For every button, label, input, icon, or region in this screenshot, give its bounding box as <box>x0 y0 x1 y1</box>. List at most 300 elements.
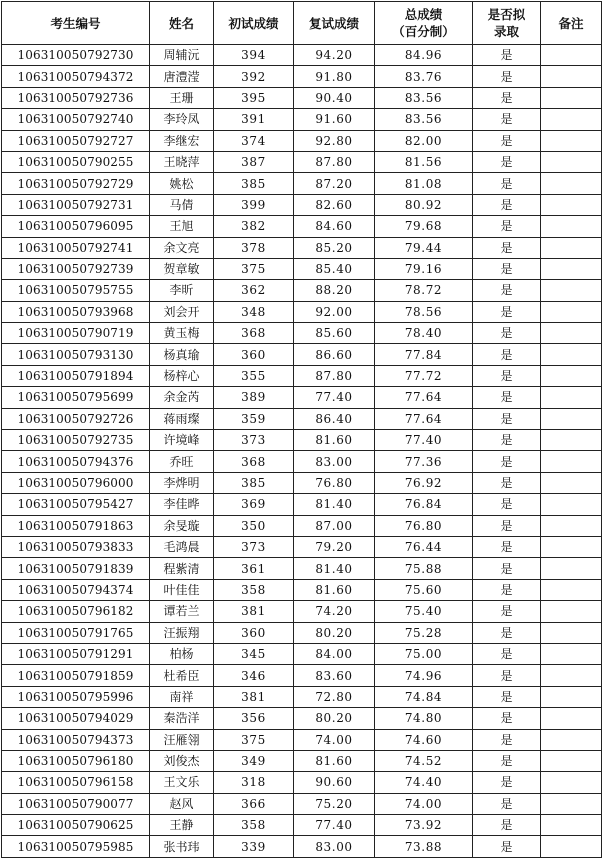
cell-name: 王文乐 <box>150 772 214 793</box>
cell-name: 叶佳佳 <box>150 579 214 600</box>
cell-candidate-id: 106310050793968 <box>2 301 150 322</box>
cell-initial-score: 382 <box>214 216 294 237</box>
cell-candidate-id: 106310050795755 <box>2 280 150 301</box>
cell-total-score: 79.68 <box>375 216 473 237</box>
cell-name: 刘会开 <box>150 301 214 322</box>
cell-note <box>541 515 602 536</box>
cell-name: 李佳晔 <box>150 494 214 515</box>
header-name: 姓名 <box>150 2 214 45</box>
cell-initial-score: 348 <box>214 301 294 322</box>
cell-candidate-id: 106310050790077 <box>2 793 150 814</box>
cell-admission: 是 <box>473 194 541 215</box>
cell-candidate-id: 106310050792735 <box>2 430 150 451</box>
header-candidate-id: 考生编号 <box>2 2 150 45</box>
table-row <box>2 686 602 707</box>
cell-total-score: 74.96 <box>375 665 473 686</box>
cell-name: 赵风 <box>150 793 214 814</box>
header-total-score-line1: 总成绩 <box>404 7 443 22</box>
cell-candidate-id: 106310050796158 <box>2 772 150 793</box>
cell-admission: 是 <box>473 87 541 108</box>
cell-candidate-id: 106310050796182 <box>2 601 150 622</box>
cell-retest-score: 87.20 <box>294 173 375 194</box>
cell-note <box>541 558 602 579</box>
cell-name: 余文亮 <box>150 237 214 258</box>
cell-retest-score: 91.80 <box>294 66 375 87</box>
cell-name: 贺章敏 <box>150 258 214 279</box>
cell-total-score: 75.28 <box>375 622 473 643</box>
cell-total-score: 77.72 <box>375 365 473 386</box>
cell-candidate-id: 106310050792736 <box>2 87 150 108</box>
cell-candidate-id: 106310050790719 <box>2 323 150 344</box>
cell-candidate-id: 106310050795427 <box>2 494 150 515</box>
cell-total-score: 81.56 <box>375 151 473 172</box>
cell-total-score: 77.40 <box>375 430 473 451</box>
cell-retest-score: 80.20 <box>294 622 375 643</box>
cell-note <box>541 408 602 429</box>
cell-admission: 是 <box>473 708 541 729</box>
cell-note <box>541 729 602 750</box>
cell-retest-score: 90.40 <box>294 87 375 108</box>
cell-admission: 是 <box>473 772 541 793</box>
cell-retest-score: 81.40 <box>294 494 375 515</box>
table-row <box>2 430 602 451</box>
cell-total-score: 76.92 <box>375 472 473 493</box>
cell-initial-score: 389 <box>214 387 294 408</box>
cell-name: 许境峰 <box>150 430 214 451</box>
cell-initial-score: 345 <box>214 643 294 664</box>
table-row <box>2 66 602 87</box>
cell-total-score: 80.92 <box>375 194 473 215</box>
cell-total-score: 77.64 <box>375 408 473 429</box>
cell-initial-score: 358 <box>214 579 294 600</box>
cell-admission: 是 <box>473 323 541 344</box>
cell-note <box>541 130 602 151</box>
cell-note <box>541 365 602 386</box>
cell-candidate-id: 106310050794373 <box>2 729 150 750</box>
cell-total-score: 76.80 <box>375 515 473 536</box>
cell-retest-score: 76.80 <box>294 472 375 493</box>
table-row <box>2 601 602 622</box>
cell-initial-score: 385 <box>214 173 294 194</box>
cell-retest-score: 85.40 <box>294 258 375 279</box>
cell-candidate-id: 106310050796095 <box>2 216 150 237</box>
cell-retest-score: 81.40 <box>294 558 375 579</box>
cell-total-score: 74.60 <box>375 729 473 750</box>
cell-initial-score: 381 <box>214 601 294 622</box>
table-row <box>2 750 602 771</box>
cell-retest-score: 87.00 <box>294 515 375 536</box>
cell-total-score: 74.00 <box>375 793 473 814</box>
cell-retest-score: 85.60 <box>294 323 375 344</box>
cell-total-score: 83.56 <box>375 87 473 108</box>
cell-note <box>541 536 602 557</box>
cell-candidate-id: 106310050791863 <box>2 515 150 536</box>
cell-admission: 是 <box>473 430 541 451</box>
cell-candidate-id: 106310050792729 <box>2 173 150 194</box>
cell-retest-score: 81.60 <box>294 750 375 771</box>
cell-initial-score: 369 <box>214 494 294 515</box>
table-row <box>2 45 602 66</box>
cell-admission: 是 <box>473 344 541 365</box>
cell-name: 杜希臣 <box>150 665 214 686</box>
cell-admission: 是 <box>473 387 541 408</box>
cell-name: 李昕 <box>150 280 214 301</box>
table-row <box>2 151 602 172</box>
cell-candidate-id: 106310050792731 <box>2 194 150 215</box>
table-row <box>2 622 602 643</box>
table-row <box>2 494 602 515</box>
cell-candidate-id: 106310050795699 <box>2 387 150 408</box>
table-body <box>2 45 602 858</box>
cell-admission: 是 <box>473 836 541 857</box>
cell-total-score: 77.64 <box>375 387 473 408</box>
header-admission-line2: 录取 <box>493 24 519 39</box>
cell-note <box>541 387 602 408</box>
cell-note <box>541 579 602 600</box>
cell-retest-score: 84.60 <box>294 216 375 237</box>
cell-total-score: 74.52 <box>375 750 473 771</box>
cell-retest-score: 91.60 <box>294 109 375 130</box>
cell-retest-score: 74.20 <box>294 601 375 622</box>
cell-candidate-id: 106310050794029 <box>2 708 150 729</box>
cell-admission: 是 <box>473 301 541 322</box>
cell-retest-score: 90.60 <box>294 772 375 793</box>
cell-note <box>541 173 602 194</box>
cell-note <box>541 750 602 771</box>
cell-note <box>541 836 602 857</box>
cell-candidate-id: 106310050792741 <box>2 237 150 258</box>
cell-admission: 是 <box>473 665 541 686</box>
table-row <box>2 130 602 151</box>
table-row <box>2 772 602 793</box>
cell-admission: 是 <box>473 151 541 172</box>
table-row <box>2 643 602 664</box>
cell-candidate-id: 106310050796000 <box>2 472 150 493</box>
cell-initial-score: 395 <box>214 87 294 108</box>
table-row <box>2 515 602 536</box>
cell-name: 王旭 <box>150 216 214 237</box>
cell-name: 柏杨 <box>150 643 214 664</box>
cell-admission: 是 <box>473 472 541 493</box>
cell-name: 王珊 <box>150 87 214 108</box>
cell-retest-score: 88.20 <box>294 280 375 301</box>
cell-candidate-id: 106310050791859 <box>2 665 150 686</box>
cell-note <box>541 451 602 472</box>
cell-initial-score: 391 <box>214 109 294 130</box>
cell-note <box>541 194 602 215</box>
cell-note <box>541 601 602 622</box>
cell-total-score: 78.72 <box>375 280 473 301</box>
cell-retest-score: 83.00 <box>294 836 375 857</box>
header-admission <box>473 2 541 45</box>
cell-note <box>541 665 602 686</box>
cell-name: 姚松 <box>150 173 214 194</box>
cell-name: 刘俊杰 <box>150 750 214 771</box>
table-row <box>2 579 602 600</box>
cell-name: 唐澧滢 <box>150 66 214 87</box>
cell-initial-score: 358 <box>214 815 294 836</box>
table-row <box>2 408 602 429</box>
cell-initial-score: 375 <box>214 258 294 279</box>
cell-initial-score: 374 <box>214 130 294 151</box>
cell-initial-score: 375 <box>214 729 294 750</box>
cell-name: 黄玉梅 <box>150 323 214 344</box>
cell-candidate-id: 106310050794376 <box>2 451 150 472</box>
cell-retest-score: 92.00 <box>294 301 375 322</box>
cell-initial-score: 373 <box>214 430 294 451</box>
cell-total-score: 84.96 <box>375 45 473 66</box>
cell-total-score: 75.88 <box>375 558 473 579</box>
cell-retest-score: 82.60 <box>294 194 375 215</box>
cell-name: 程紫清 <box>150 558 214 579</box>
cell-initial-score: 361 <box>214 558 294 579</box>
cell-candidate-id: 106310050794374 <box>2 579 150 600</box>
cell-note <box>541 686 602 707</box>
cell-retest-score: 85.20 <box>294 237 375 258</box>
header-row <box>2 2 602 45</box>
cell-initial-score: 394 <box>214 45 294 66</box>
cell-candidate-id: 106310050792730 <box>2 45 150 66</box>
cell-candidate-id: 106310050791291 <box>2 643 150 664</box>
table-row <box>2 815 602 836</box>
cell-admission: 是 <box>473 793 541 814</box>
cell-note <box>541 708 602 729</box>
cell-candidate-id: 106310050795996 <box>2 686 150 707</box>
cell-retest-score: 74.00 <box>294 729 375 750</box>
cell-initial-score: 318 <box>214 772 294 793</box>
cell-retest-score: 77.40 <box>294 387 375 408</box>
cell-note <box>541 237 602 258</box>
cell-note <box>541 280 602 301</box>
cell-total-score: 73.92 <box>375 815 473 836</box>
cell-total-score: 76.44 <box>375 536 473 557</box>
cell-name: 蒋雨璨 <box>150 408 214 429</box>
cell-note <box>541 622 602 643</box>
cell-admission: 是 <box>473 173 541 194</box>
cell-note <box>541 258 602 279</box>
header-initial-score: 初试成绩 <box>214 2 294 45</box>
cell-initial-score: 392 <box>214 66 294 87</box>
cell-note <box>541 793 602 814</box>
cell-retest-score: 81.60 <box>294 579 375 600</box>
cell-name: 李继宏 <box>150 130 214 151</box>
table-row <box>2 665 602 686</box>
cell-admission: 是 <box>473 237 541 258</box>
cell-candidate-id: 106310050792726 <box>2 408 150 429</box>
cell-total-score: 74.84 <box>375 686 473 707</box>
cell-name: 汪雁翎 <box>150 729 214 750</box>
table-row <box>2 451 602 472</box>
cell-name: 汪振翔 <box>150 622 214 643</box>
table-row <box>2 87 602 108</box>
cell-admission: 是 <box>473 408 541 429</box>
cell-initial-score: 356 <box>214 708 294 729</box>
cell-total-score: 73.88 <box>375 836 473 857</box>
cell-initial-score: 349 <box>214 750 294 771</box>
cell-candidate-id: 106310050792740 <box>2 109 150 130</box>
cell-retest-score: 72.80 <box>294 686 375 707</box>
cell-candidate-id: 106310050793833 <box>2 536 150 557</box>
cell-admission: 是 <box>473 729 541 750</box>
table-row <box>2 472 602 493</box>
cell-initial-score: 350 <box>214 515 294 536</box>
cell-name: 李烨明 <box>150 472 214 493</box>
cell-total-score: 79.16 <box>375 258 473 279</box>
cell-retest-score: 79.20 <box>294 536 375 557</box>
cell-initial-score: 360 <box>214 344 294 365</box>
table-row <box>2 258 602 279</box>
cell-admission: 是 <box>473 365 541 386</box>
cell-admission: 是 <box>473 66 541 87</box>
cell-note <box>541 772 602 793</box>
table-row <box>2 216 602 237</box>
cell-initial-score: 360 <box>214 622 294 643</box>
cell-note <box>541 815 602 836</box>
cell-retest-score: 87.80 <box>294 365 375 386</box>
cell-retest-score: 86.40 <box>294 408 375 429</box>
cell-retest-score: 86.60 <box>294 344 375 365</box>
cell-total-score: 75.00 <box>375 643 473 664</box>
cell-name: 毛鸿晨 <box>150 536 214 557</box>
cell-name: 张书玮 <box>150 836 214 857</box>
cell-initial-score: 381 <box>214 686 294 707</box>
cell-total-score: 77.36 <box>375 451 473 472</box>
cell-note <box>541 45 602 66</box>
cell-name: 南祥 <box>150 686 214 707</box>
cell-admission: 是 <box>473 280 541 301</box>
cell-admission: 是 <box>473 579 541 600</box>
cell-candidate-id: 106310050790625 <box>2 815 150 836</box>
cell-note <box>541 66 602 87</box>
cell-admission: 是 <box>473 216 541 237</box>
cell-total-score: 78.56 <box>375 301 473 322</box>
cell-candidate-id: 106310050792739 <box>2 258 150 279</box>
table-row <box>2 836 602 857</box>
cell-name: 杨梓心 <box>150 365 214 386</box>
cell-admission: 是 <box>473 109 541 130</box>
cell-admission: 是 <box>473 536 541 557</box>
table-row <box>2 280 602 301</box>
admission-score-table <box>1 1 602 858</box>
cell-note <box>541 109 602 130</box>
cell-retest-score: 80.20 <box>294 708 375 729</box>
cell-candidate-id: 106310050791894 <box>2 365 150 386</box>
table-row <box>2 323 602 344</box>
cell-total-score: 75.60 <box>375 579 473 600</box>
cell-retest-score: 92.80 <box>294 130 375 151</box>
cell-admission: 是 <box>473 686 541 707</box>
header-admission-line1: 是否拟 <box>487 7 526 22</box>
cell-retest-score: 75.20 <box>294 793 375 814</box>
cell-note <box>541 430 602 451</box>
cell-retest-score: 94.20 <box>294 45 375 66</box>
table-row <box>2 194 602 215</box>
table-row <box>2 708 602 729</box>
cell-admission: 是 <box>473 45 541 66</box>
cell-name: 王静 <box>150 815 214 836</box>
cell-name: 王晓萍 <box>150 151 214 172</box>
header-retest-score: 复试成绩 <box>294 2 375 45</box>
cell-note <box>541 216 602 237</box>
cell-total-score: 75.40 <box>375 601 473 622</box>
cell-name: 李玲凤 <box>150 109 214 130</box>
table-header <box>2 2 602 45</box>
cell-total-score: 81.08 <box>375 173 473 194</box>
cell-initial-score: 399 <box>214 194 294 215</box>
cell-admission: 是 <box>473 258 541 279</box>
table-row <box>2 387 602 408</box>
cell-name: 乔旺 <box>150 451 214 472</box>
cell-retest-score: 84.00 <box>294 643 375 664</box>
cell-total-score: 83.76 <box>375 66 473 87</box>
cell-initial-score: 378 <box>214 237 294 258</box>
cell-admission: 是 <box>473 643 541 664</box>
cell-admission: 是 <box>473 622 541 643</box>
cell-initial-score: 359 <box>214 408 294 429</box>
cell-candidate-id: 106310050790255 <box>2 151 150 172</box>
cell-initial-score: 366 <box>214 793 294 814</box>
cell-initial-score: 368 <box>214 323 294 344</box>
cell-note <box>541 344 602 365</box>
header-note: 备注 <box>541 2 602 45</box>
cell-admission: 是 <box>473 515 541 536</box>
cell-name: 谭若兰 <box>150 601 214 622</box>
cell-initial-score: 339 <box>214 836 294 857</box>
cell-admission: 是 <box>473 494 541 515</box>
cell-name: 余金芮 <box>150 387 214 408</box>
cell-note <box>541 87 602 108</box>
cell-name: 秦浩洋 <box>150 708 214 729</box>
table-row <box>2 237 602 258</box>
cell-admission: 是 <box>473 750 541 771</box>
cell-total-score: 78.40 <box>375 323 473 344</box>
cell-initial-score: 385 <box>214 472 294 493</box>
cell-note <box>541 494 602 515</box>
table-row <box>2 793 602 814</box>
header-total-score-line2: （百分制） <box>392 24 455 39</box>
cell-note <box>541 472 602 493</box>
cell-initial-score: 362 <box>214 280 294 301</box>
cell-retest-score: 77.40 <box>294 815 375 836</box>
cell-total-score: 76.84 <box>375 494 473 515</box>
header-total-score <box>375 2 473 45</box>
cell-initial-score: 373 <box>214 536 294 557</box>
cell-candidate-id: 106310050796180 <box>2 750 150 771</box>
cell-retest-score: 83.00 <box>294 451 375 472</box>
table-row <box>2 301 602 322</box>
cell-admission: 是 <box>473 451 541 472</box>
cell-total-score: 82.00 <box>375 130 473 151</box>
cell-candidate-id: 106310050795985 <box>2 836 150 857</box>
cell-admission: 是 <box>473 558 541 579</box>
table-row <box>2 344 602 365</box>
cell-note <box>541 301 602 322</box>
cell-admission: 是 <box>473 130 541 151</box>
cell-note <box>541 643 602 664</box>
table-row <box>2 536 602 557</box>
cell-total-score: 74.80 <box>375 708 473 729</box>
cell-candidate-id: 106310050793130 <box>2 344 150 365</box>
cell-initial-score: 355 <box>214 365 294 386</box>
cell-admission: 是 <box>473 601 541 622</box>
cell-total-score: 77.84 <box>375 344 473 365</box>
cell-initial-score: 346 <box>214 665 294 686</box>
cell-admission: 是 <box>473 815 541 836</box>
cell-initial-score: 387 <box>214 151 294 172</box>
table-row <box>2 109 602 130</box>
cell-candidate-id: 106310050794372 <box>2 66 150 87</box>
table-row <box>2 365 602 386</box>
